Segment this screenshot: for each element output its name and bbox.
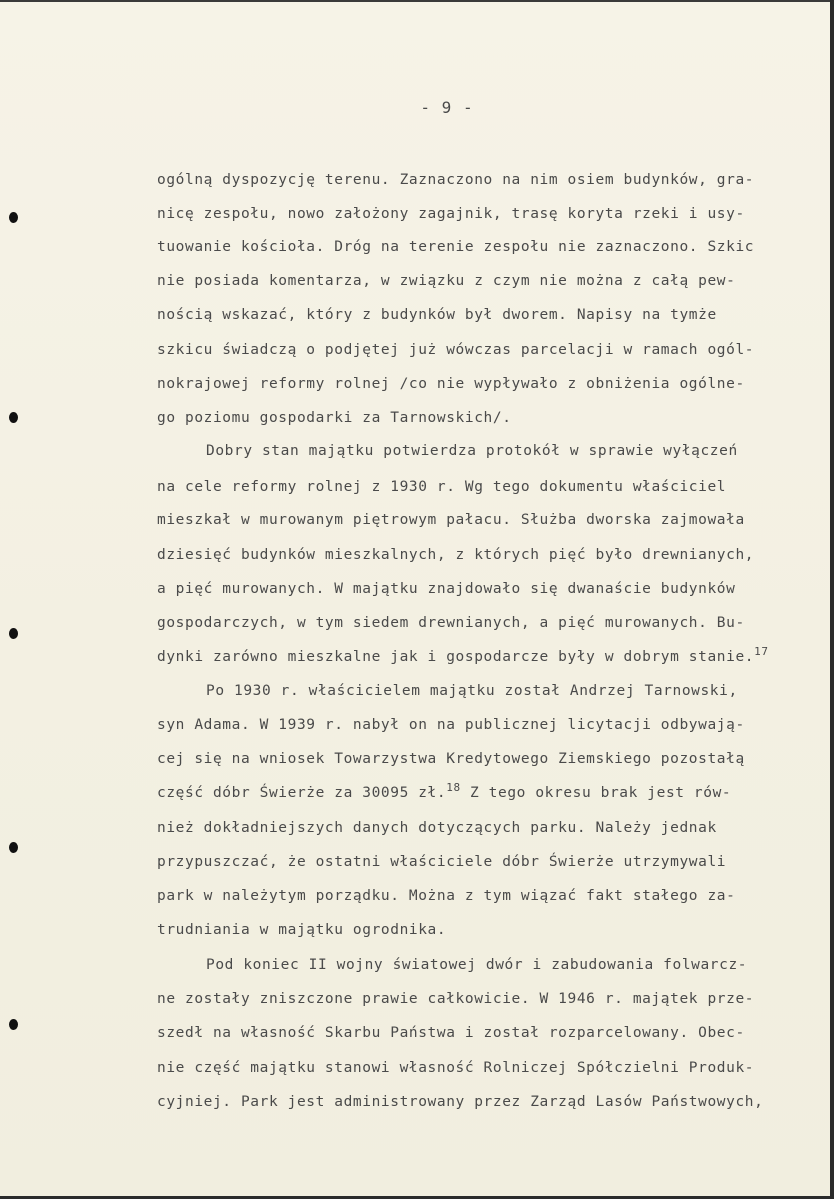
scan-edge-right [830, 0, 834, 1199]
text-line: Dobry stan majątku potwierdza protokół w sprawie wyłączeń [206, 443, 738, 459]
punch-hole [9, 412, 18, 423]
footnote-marker: 18 [446, 781, 461, 795]
text-line: ogólną dyspozycję terenu. Zaznaczono na nim osiem budynków, gra- [157, 172, 755, 188]
text-line: mieszkał w murowanym piętrowym pałacu. Służba dworska zajmowała [157, 512, 745, 528]
punch-hole [9, 842, 18, 853]
text-line: szedł na własność Skarbu Państwa i został rozparcelowany. Obec- [157, 1025, 745, 1041]
text-line: nie posiada komentarza, w związku z czym nie można z całą pew- [157, 273, 736, 289]
text-line: nież dokładniejszych danych dotyczących parku. Należy jednak [157, 820, 717, 836]
text-line: park w należytym porządku. Można z tym wiązać fakt stałego za- [157, 888, 736, 904]
text-line: na cele reformy rolnej z 1930 r. Wg tego dokumentu właściciel [157, 479, 727, 495]
text-line: nie część majątku stanowi własność Rolniczej Spółczielni Produk- [157, 1060, 755, 1076]
punch-hole [9, 212, 18, 223]
text-line [157, 647, 769, 667]
text-line: nicę zespołu, nowo założony zagajnik, trasę koryta rzeki i usy- [157, 206, 745, 222]
text-line: ne zostały zniszczone prawie całkowicie. W 1946 r. majątek prze- [157, 991, 755, 1007]
text-line-body: część dóbr Świerże za 30095 zł. [157, 785, 447, 801]
text-line: przypuszczać, że ostatni właściciele dóbr Świerże utrzymywali [157, 854, 727, 870]
text-line: cej się na wniosek Towarzystwa Kredytowego Ziemskiego pozostałą [157, 751, 745, 767]
punch-hole [9, 1019, 18, 1030]
text-line: Pod koniec II wojny światowej dwór i zabudowania folwarcz- [206, 957, 748, 973]
text-line [157, 783, 731, 803]
text-line: Po 1930 r. właścicielem majątku został Andrzej Tarnowski, [206, 683, 738, 699]
page-number: - 9 - [420, 98, 474, 117]
text-line: szkicu świadczą o podjętej już wówczas parcelacji w ramach ogól- [157, 342, 755, 358]
text-line-tail: Z tego okresu brak jest rów- [460, 785, 732, 801]
text-line: cyjniej. Park jest administrowany przez Zarząd Lasów Państwowych, [157, 1094, 764, 1110]
punch-hole [9, 628, 18, 639]
text-line: a pięć murowanych. W majątku znajdowało się dwanaście budynków [157, 581, 736, 597]
text-line: syn Adama. W 1939 r. nabył on na publicznej licytacji odbywają- [157, 717, 745, 733]
text-line: nością wskazać, który z budynków był dworem. Napisy na tymże [157, 307, 717, 323]
text-line: nokrajowej reformy rolnej /co nie wypływało z obniżenia ogólne- [157, 376, 745, 392]
footnote-marker: 17 [754, 645, 769, 659]
text-line: go poziomu gospodarki za Tarnowskich/. [157, 410, 512, 426]
text-line: trudniania w majątku ogrodnika. [157, 922, 447, 938]
text-line: tuowanie kościoła. Dróg na terenie zespołu nie zaznaczono. Szkic [157, 239, 755, 255]
text-line: gospodarczych, w tym siedem drewnianych, a pięć murowanych. Bu- [157, 615, 745, 631]
text-line: dziesięć budynków mieszkalnych, z których pięć było drewnianych, [157, 547, 755, 563]
scan-edge-top [0, 0, 834, 2]
text-line-body: dynki zarówno mieszkalne jak i gospodarcze były w dobrym stanie. [157, 649, 755, 665]
